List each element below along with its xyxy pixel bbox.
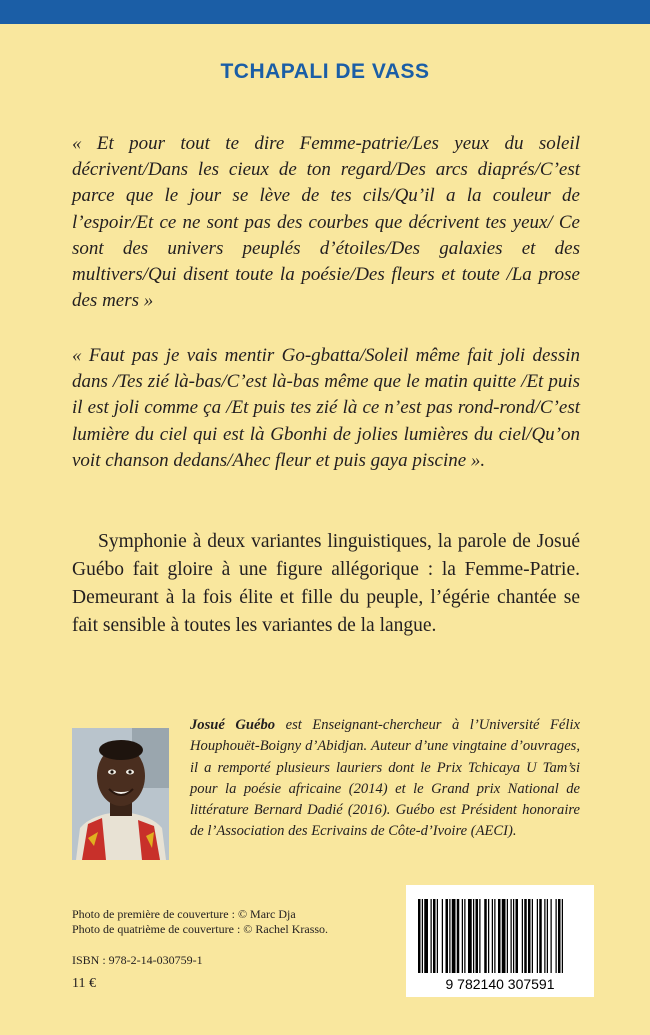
poem-excerpt-1: « Et pour tout te dire Femme-patrie/Les yeux du soleil décrivent/Dans les cieux de ton regard/Des arcs diaprés/C’est parce que le jour se lève de tes cils/Qu’il a la couleur de l’espoir/Et ce ne sont pas des courbes que décrivent tes yeux/ Ce sont des univers peuplés d’étoiles/Des galaxies et des multivers/Qui disent toute la poésie/Des fleurs et toute /La prose des mers »	[72, 133, 580, 312]
barcode-bar	[556, 899, 557, 973]
barcode-bar	[551, 899, 552, 973]
author-photo	[72, 728, 169, 860]
credit-back-cover: Photo de quatrième de couverture : © Rachel Krasso.	[72, 922, 329, 936]
barcode-bar	[558, 899, 561, 973]
barcode-bar	[476, 899, 479, 973]
barcode-bar	[473, 899, 474, 973]
barcode-bar	[442, 899, 443, 973]
barcode-bar	[449, 899, 450, 973]
barcode-bar	[498, 899, 501, 973]
barcode-bar	[522, 899, 523, 973]
author-name: Josué Guébo	[190, 717, 276, 733]
barcode-bar	[507, 899, 508, 973]
barcode-bar	[431, 899, 432, 973]
barcode-bar	[544, 899, 545, 973]
barcode-icon	[406, 885, 594, 997]
top-color-band	[0, 0, 650, 24]
barcode-bar	[464, 899, 465, 973]
barcode-bar	[433, 899, 436, 973]
author-portrait-icon	[72, 728, 169, 860]
barcode	[406, 885, 594, 997]
barcode-bar	[424, 899, 428, 973]
barcode-bar	[418, 899, 421, 973]
barcode-bar	[484, 899, 487, 973]
barcode-bar	[502, 899, 506, 973]
author-bio-text: est Enseignant-chercheur à l’Université Félix Houphouët-Boigny d’Abidjan. Auteur d’une vingtaine d’ouvrages, il a remporté plusieurs lauriers dont le Prix Tchicaya U Tam’si pour la poésie africaine (2014) et le Grand prix National de littérature Bernard Dadié (2016). Guébo est Président honoraire de l’Association des Ecrivains de Côte-d’Ivoire (AECI).	[190, 717, 580, 840]
barcode-number: 9 782140 307591	[445, 976, 555, 992]
barcode-bar	[492, 899, 493, 973]
price: 11 €	[72, 976, 96, 991]
barcode-bar	[528, 899, 531, 973]
author-biography	[190, 715, 580, 843]
barcode-bar	[422, 899, 423, 973]
barcode-bar	[494, 899, 495, 973]
barcode-bar	[437, 899, 438, 973]
barcode-bar	[524, 899, 527, 973]
isbn: ISBN : 978-2-14-030759-1	[72, 953, 203, 967]
barcode-bar	[468, 899, 472, 973]
barcode-bar	[539, 899, 542, 973]
barcode-bar	[516, 899, 519, 973]
barcode-bar	[462, 899, 463, 973]
barcode-bar	[457, 899, 460, 973]
barcode-bar	[446, 899, 449, 973]
book-title: TCHAPALI DE VASS	[220, 60, 430, 83]
summary-text: Symphonie à deux variantes linguistiques, la parole de Josué Guébo fait gloire à une figure allégorique : la Femme-Patrie. Demeurant à la fois élite et fille du peuple, l’égérie chantée se fait sensible à toutes les variantes de la langue.	[72, 531, 580, 636]
summary-paragraph	[72, 528, 580, 640]
barcode-bar	[488, 899, 489, 973]
barcode-bar	[537, 899, 538, 973]
barcode-bar	[562, 899, 563, 973]
barcode-bar	[452, 899, 456, 973]
poem-excerpt-2: « Faut pas je vais mentir Go-gbatta/Soleil même fait joli dessin dans /Tes zié là-bas/C’est là-bas même que le matin quitte /Et puis il est joli comme ça /Et puis tes zié là ce n’est pas rond-rond/C’est lumière du ciel qui est là Gbonhi de jolies lumières du ciel/Qu’on voit chanson dedans/Ahec fleur et puis gaya piscine ».	[72, 345, 580, 471]
barcode-bar	[513, 899, 514, 973]
barcode-bar	[532, 899, 533, 973]
barcode-bar	[547, 899, 548, 973]
barcode-bar	[479, 899, 480, 973]
photo-credits	[72, 907, 412, 937]
credit-front-cover: Photo de première de couverture : © Marc Dja	[72, 907, 296, 921]
barcode-bar	[511, 899, 512, 973]
